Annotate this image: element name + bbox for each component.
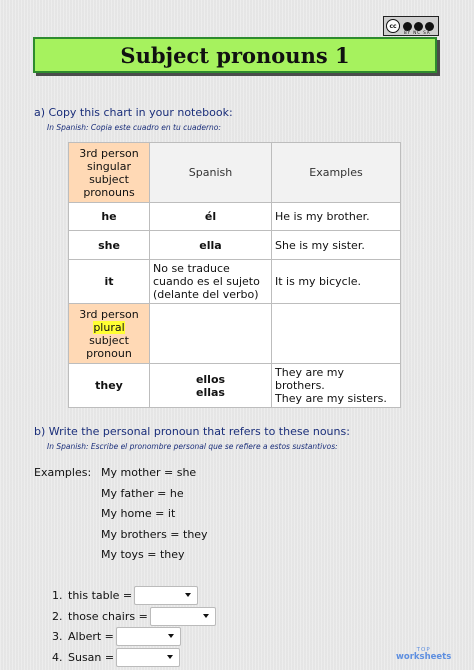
section-a-heading: a) Copy this chart in your notebook: xyxy=(34,106,233,119)
question-number: 3. xyxy=(52,630,63,643)
example-line: My brothers = they xyxy=(101,528,208,541)
page-title: Subject pronouns 1 xyxy=(120,42,350,68)
pronoun-es: él xyxy=(150,203,272,231)
example-line: My mother = she xyxy=(101,466,197,479)
chevron-down-icon xyxy=(168,634,174,638)
answer-dropdown[interactable] xyxy=(116,627,181,646)
pronoun-en: he xyxy=(69,203,150,231)
pronoun-example: They are my brothers. They are my sisters. xyxy=(272,364,401,408)
highlighted-plural: plural xyxy=(93,320,125,334)
pronoun-chart xyxy=(68,142,401,408)
question-number: 4. xyxy=(52,651,63,664)
empty-cell xyxy=(150,304,272,364)
question-item xyxy=(52,586,198,605)
answer-dropdown[interactable] xyxy=(116,648,180,667)
example-line: My home = it xyxy=(101,507,176,520)
empty-cell xyxy=(272,304,401,364)
pronoun-en: it xyxy=(69,260,150,304)
section-b-subheading: In Spanish: Escribe el pronombre personal que se refiere a estos sustantivos: xyxy=(47,442,338,451)
title-banner xyxy=(33,37,437,73)
chevron-down-icon xyxy=(203,614,209,618)
table-row xyxy=(69,260,401,304)
pronoun-en: they xyxy=(69,364,150,408)
chart-header-plural: 3rd person plural subject pronoun xyxy=(69,304,150,364)
table-row xyxy=(69,231,401,260)
table-row xyxy=(69,364,401,408)
example-line: My toys = they xyxy=(101,548,185,561)
answer-dropdown[interactable] xyxy=(134,586,198,605)
question-number: 1. xyxy=(52,589,63,602)
answer-dropdown[interactable] xyxy=(150,607,216,626)
chart-header-singular: 3rd person singular subject pronouns xyxy=(69,143,150,203)
chart-header-spanish: Spanish xyxy=(150,143,272,203)
table-row xyxy=(69,203,401,231)
question-number: 2. xyxy=(52,610,63,623)
license-text: BY NC SA xyxy=(404,30,431,35)
pronoun-es-note: No se traduce cuando es el sujeto (delante del verbo) xyxy=(150,260,272,304)
pronoun-es: ella xyxy=(150,231,272,260)
question-text: Susan = xyxy=(68,651,115,664)
question-item xyxy=(52,627,181,646)
topworksheets-logo: TOP worksheets xyxy=(396,647,452,662)
question-item xyxy=(52,648,180,667)
question-text: this table = xyxy=(68,589,133,602)
pronoun-example: It is my bicycle. xyxy=(272,260,401,304)
cc-license-icon: cc BY NC SA xyxy=(383,16,439,36)
section-a-subheading: In Spanish: Copia este cuadro en tu cuaderno: xyxy=(47,123,221,132)
example-line: My father = he xyxy=(101,487,184,500)
pronoun-es: ellos ellas xyxy=(150,364,272,408)
pronoun-example: She is my sister. xyxy=(272,231,401,260)
section-b-heading: b) Write the personal pronoun that refers to these nouns: xyxy=(34,425,350,438)
examples-label: Examples: xyxy=(34,466,92,479)
chevron-down-icon xyxy=(167,655,173,659)
question-item xyxy=(52,607,216,626)
chart-header-examples: Examples xyxy=(272,143,401,203)
question-text: those chairs = xyxy=(68,610,148,623)
pronoun-en: she xyxy=(69,231,150,260)
pronoun-example: He is my brother. xyxy=(272,203,401,231)
chevron-down-icon xyxy=(185,593,191,597)
question-text: Albert = xyxy=(68,630,114,643)
